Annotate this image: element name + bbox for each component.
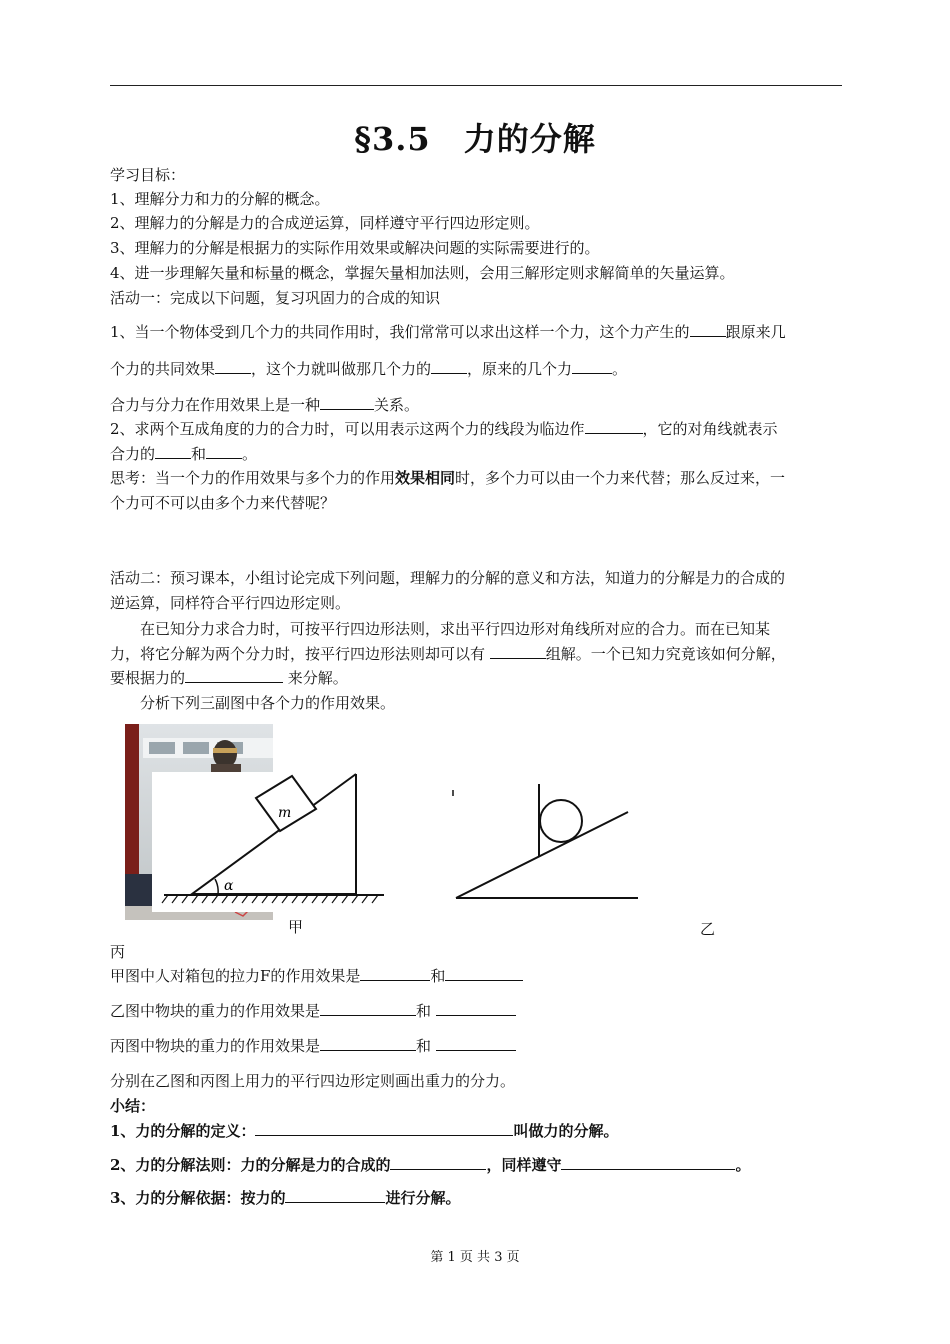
incline-block-diagram (152, 772, 392, 912)
angle-label: α (224, 878, 234, 894)
page-footer: 第 1 页 共 3 页 (430, 1250, 520, 1265)
answer-blank[interactable] (585, 418, 643, 434)
question-jia: 甲图中人对箱包的拉力F的作用效果是 和 (110, 965, 845, 987)
answer-blank[interactable] (390, 1154, 486, 1170)
goal-item: 4、进一步理解矢量和标量的概念，掌握矢量相加法则，会用三解形定则求解简单的矢量运算。 (110, 264, 735, 282)
answer-blank[interactable] (215, 358, 251, 374)
answer-blank[interactable] (436, 1035, 516, 1051)
answer-blank[interactable] (155, 443, 191, 459)
figure-incline-block (152, 772, 392, 912)
page-title: §3.5 力的分解 (354, 120, 596, 158)
draw-instruction: 分别在乙图和丙图上用力的平行四边形定则画出重力的分力。 (110, 1072, 516, 1090)
answer-blank[interactable] (320, 1035, 416, 1051)
activity2-paragraph-line3: 要根据力的 来分解。 (110, 669, 348, 687)
goal-item: 1、理解分力和力的分解的概念。 (110, 190, 330, 208)
question-2-line2: 合力的 和 。 (110, 445, 258, 463)
answer-blank[interactable] (285, 1187, 385, 1203)
think-line2: 个力可不可以由多个力来代替呢？ (110, 494, 336, 512)
mass-label: m (278, 805, 292, 821)
figure-label-jia: 甲 (288, 918, 304, 936)
question-bing: 丙图中物块的重力的作用效果是 和 (110, 1035, 845, 1057)
answer-blank[interactable] (320, 1000, 416, 1016)
summary-item-2: 2、力的分解法则：力的分解是力的合成的 ，同样遵守 。 (110, 1156, 751, 1174)
goal-item: 2、理解力的分解是力的合成逆运算，同样遵守平行四边形定则。 (110, 214, 540, 232)
question-1-line1: 1、当一个物体受到几个力的共同作用时，我们常常可以求出这样一个力，这个力产生的 跟原来几 (110, 323, 786, 341)
answer-blank[interactable] (490, 643, 546, 659)
figure-label-bing: 丙 (110, 943, 126, 961)
goals-header: 学习目标： (110, 166, 186, 184)
relation-line: 合力与分力在作用效果上是一种 关系。 (110, 396, 420, 414)
think-line1: 思考：当一个力的作用效果与多个力的作用效果相同时，多个力可以由一个力来代替；那么反过来，一 (110, 469, 786, 487)
activity2-header-line2: 逆运算，同样符合平行四边形定则。 (110, 594, 351, 612)
answer-blank[interactable] (360, 965, 430, 981)
goal-item: 3、理解力的分解是根据力的实际作用效果或解决问题的实际需要进行的。 (110, 239, 600, 257)
answer-blank[interactable] (206, 443, 242, 459)
summary-header: 小结： (110, 1097, 156, 1115)
ball-incline-diagram (448, 780, 638, 905)
answer-blank[interactable] (255, 1120, 513, 1136)
question-1-line2: 个力的共同效果 ，这个力就叫做那几个力的 ，原来的几个力 。 (110, 360, 628, 378)
answer-blank[interactable] (431, 358, 467, 374)
activity1-header: 活动一：完成以下问题，复习巩固力的合成的知识 (110, 289, 441, 307)
figure-label-yi: 乙 (700, 920, 716, 938)
answer-blank[interactable] (436, 1000, 516, 1016)
answer-blank[interactable] (561, 1154, 735, 1170)
activity2-analyze-line: 分析下列三副图中各个力的作用效果。 (140, 694, 396, 712)
activity2-header-line1: 活动二：预习课本，小组讨论完成下列问题，理解力的分解的意义和方法，知道力的分解是力的合成的 (110, 569, 786, 587)
answer-blank[interactable] (572, 358, 612, 374)
summary-item-3: 3、力的分解依据：按力的 进行分解。 (110, 1189, 461, 1207)
answer-blank[interactable] (445, 965, 523, 981)
answer-blank[interactable] (185, 667, 283, 683)
activity2-paragraph-line1: 在已知分力求合力时，可按平行四边形法则，求出平行四边形对角线所对应的合力。而在已知某 (140, 620, 771, 638)
summary-item-1: 1、力的分解的定义： 叫做力的分解。 (110, 1122, 619, 1140)
header-rule (110, 85, 842, 86)
activity2-paragraph-line2: 力，将它分解为两个分力时，按平行四边形法则却可以有 组解。一个已知力究竟该如何分解， (110, 645, 786, 663)
answer-blank[interactable] (320, 394, 374, 410)
question-2-line1: 2、求两个互成角度的力的合力时，可以用表示这两个力的线段为临边作 ，它的对角线就表示 (110, 420, 778, 438)
question-yi: 乙图中物块的重力的作用效果是 和 (110, 1000, 845, 1022)
figure-ball-incline (448, 780, 638, 905)
answer-blank[interactable] (690, 321, 726, 337)
